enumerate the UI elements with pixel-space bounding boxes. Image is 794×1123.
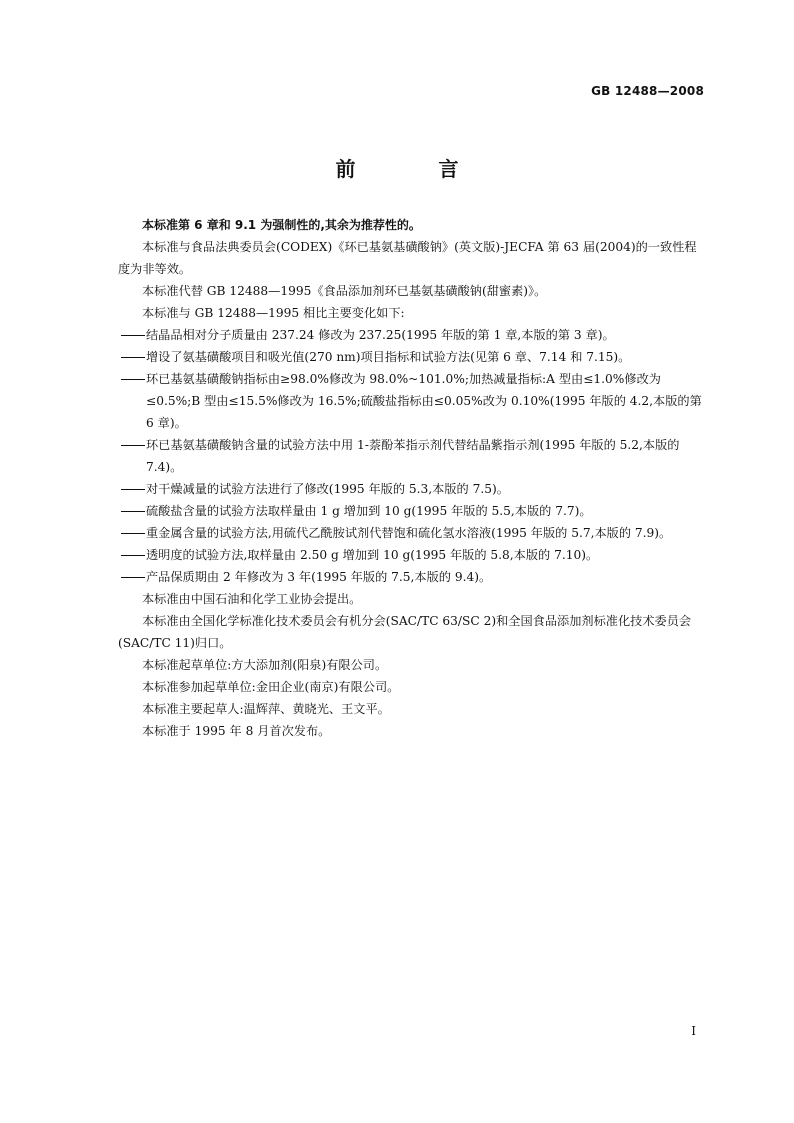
paragraph-mandatory: 本标准第 6 章和 9.1 为强制性的,其余为推荐性的。 xyxy=(142,218,421,232)
paragraph-drafting-unit: 本标准起草单位:方大添加剂(阳泉)有限公司。 xyxy=(142,658,388,672)
list-item-text: 硫酸盐含量的试验方法取样量由 1 g 增加到 10 g(1995 年版的 5.5,本版的 7.7)。 xyxy=(146,504,592,518)
list-item-text: 增设了氨基磺酸项目和吸光值(270 nm)项目指标和试验方法(见第 6 章、7.14 和 7.15)。 xyxy=(146,350,631,364)
list-item xyxy=(118,522,708,544)
list-item xyxy=(118,368,708,434)
paragraph-participating-unit: 本标准参加起草单位:金田企业(南京)有限公司。 xyxy=(142,680,400,694)
list-item-text: 环已基氨基磺酸钠指标由≥98.0%修改为 98.0%~101.0%;加热减量指标:A 型由≤1.0%修改为≤0.5%;B 型由≤15.5%修改为 16.5%;硫酸盐指标由≤0.05%改为 0.10%(1995 年版的 4.2,本版的第 6 章)。 xyxy=(146,372,702,430)
list-item-text: 环已基氨基磺酸钠含量的试验方法中用 1-萘酚苯指示剂代替结晶紫指示剂(1995 年版的 5.2,本版的 7.4)。 xyxy=(146,438,680,474)
list-item-text: 透明度的试验方法,取样量由 2.50 g 增加到 10 g(1995 年版的 5.8,本版的 7.10)。 xyxy=(146,548,599,562)
paragraph-first-issue: 本标准于 1995 年 8 月首次发布。 xyxy=(142,724,331,738)
standard-number: GB 12488—2008 xyxy=(591,84,704,98)
foreword-body xyxy=(118,214,708,742)
paragraph-changes-intro: 本标准与 GB 12488—1995 相比主要变化如下: xyxy=(142,306,405,320)
paragraph-centralized: 本标准由全国化学标准化技术委员会有机分会(SAC/TC 63/SC 2)和全国食品添加剂标准化技术委员会(SAC/TC 11)归口。 xyxy=(118,614,692,650)
page-number: I xyxy=(691,1024,696,1038)
list-item xyxy=(118,500,708,522)
list-item-text: 重金属含量的试验方法,用硫代乙酰胺试剂代替饱和硫化氢水溶液(1995 年版的 5.7,本版的 7.9)。 xyxy=(146,526,672,540)
list-item xyxy=(118,544,708,566)
list-item-text: 结晶品相对分子质量由 237.24 修改为 237.25(1995 年版的第 1 章,本版的第 3 章)。 xyxy=(146,328,615,342)
list-item-text: 产品保质期由 2 年修改为 3 年(1995 年版的 7.5,本版的 9.4)。 xyxy=(146,570,492,584)
list-item xyxy=(118,478,708,500)
page-title: 前 言 xyxy=(335,157,497,181)
paragraph-proposer: 本标准由中国石油和化学工业协会提出。 xyxy=(142,592,362,606)
list-item-text: 对干燥减量的试验方法进行了修改(1995 年版的 5.3,本版的 7.5)。 xyxy=(146,482,509,496)
paragraph-equivalence: 本标准与食品法典委员会(CODEX)《环已基氨基磺酸钠》(英文版)-JECFA 第 63 届(2004)的一致性程度为非等效。 xyxy=(118,240,697,276)
paragraph-drafters: 本标准主要起草人:温辉萍、黄晓光、王文平。 xyxy=(142,702,390,716)
list-item xyxy=(118,346,708,368)
changes-list xyxy=(118,324,708,588)
list-item xyxy=(118,434,708,478)
paragraph-replaces: 本标准代替 GB 12488—1995《食品添加剂环已基氨基磺酸钠(甜蜜素)》。 xyxy=(142,284,547,298)
list-item xyxy=(118,566,708,588)
list-item xyxy=(118,324,708,346)
